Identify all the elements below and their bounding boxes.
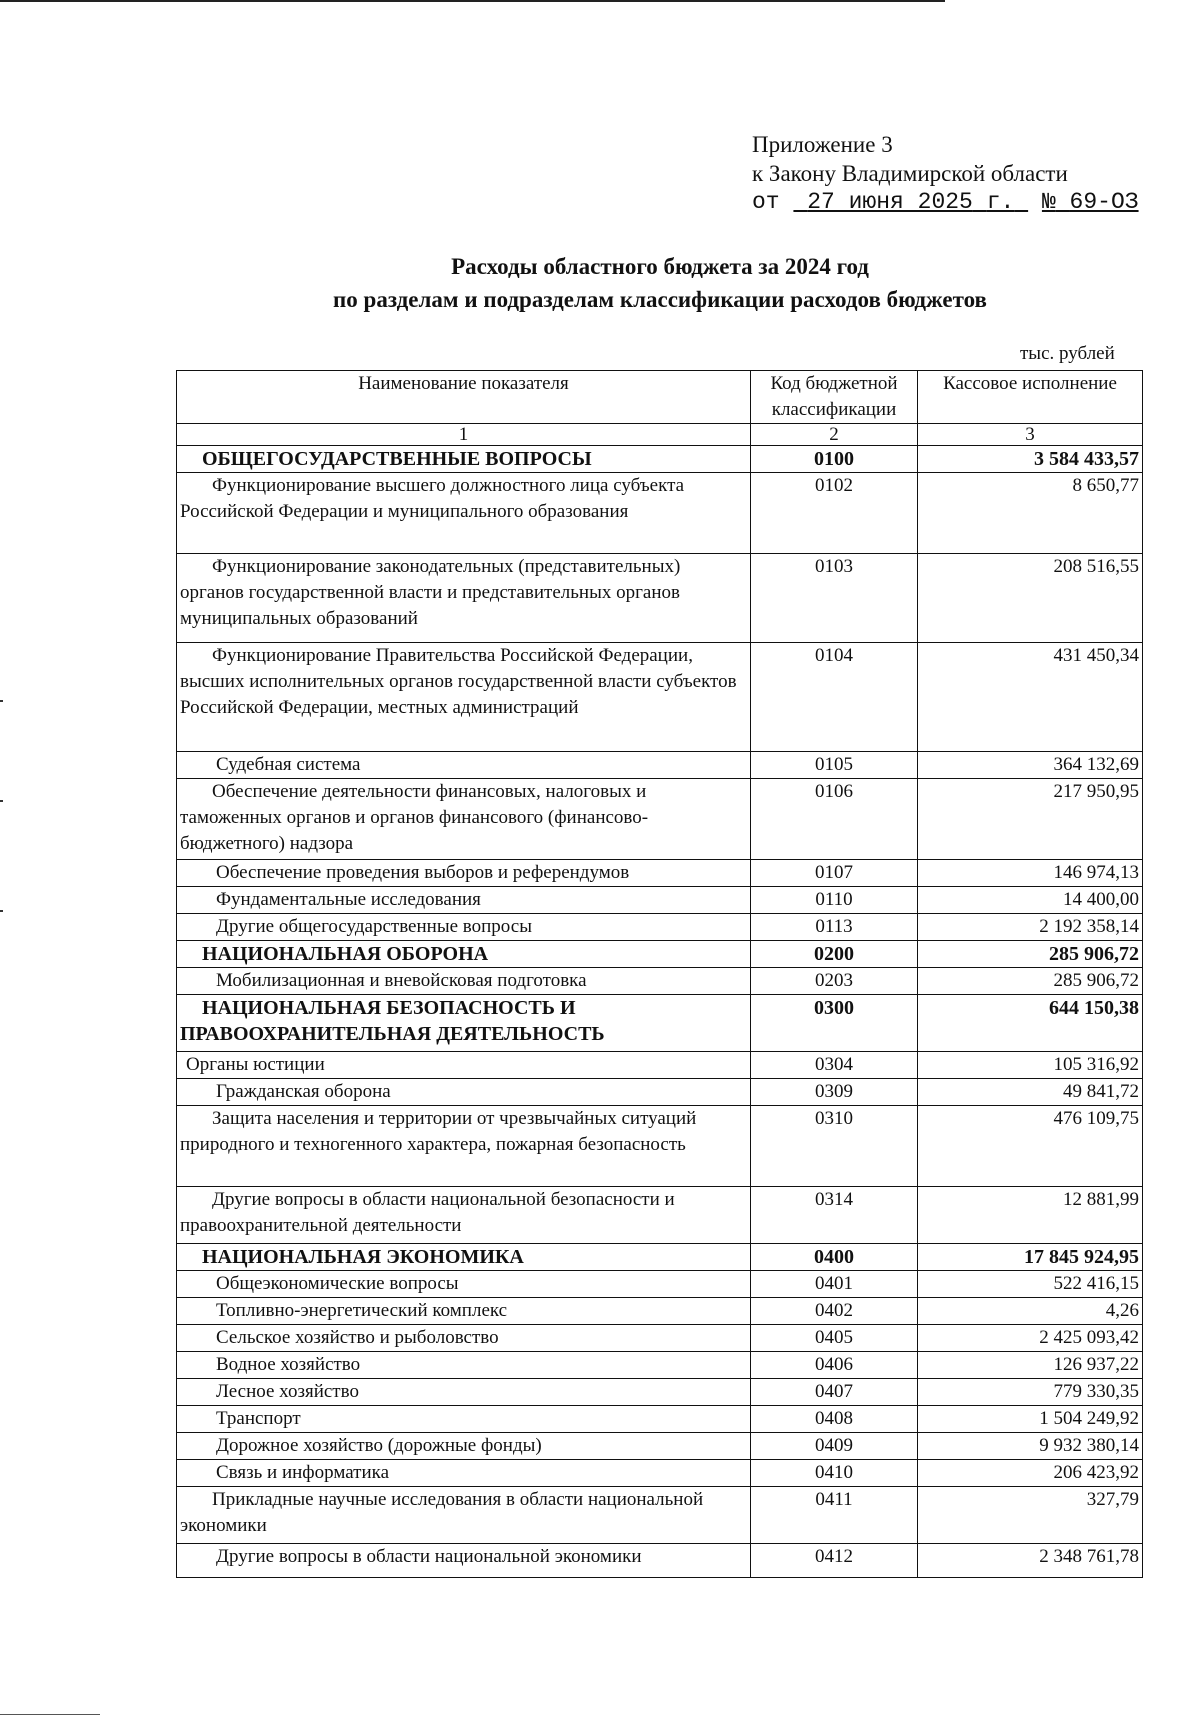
row-name: Обеспечение проведения выборов и референдумов xyxy=(216,862,630,883)
table-row xyxy=(177,643,1143,752)
table-row xyxy=(177,752,1143,779)
row-code: 0105 xyxy=(751,752,918,779)
table-row xyxy=(177,554,1143,643)
row-name: Защита населения и территории от чрезвычайных ситуаций природного и техногенного характера, пожарная безопасность xyxy=(180,1108,697,1155)
row-code: 0104 xyxy=(751,643,918,752)
row-code: 0412 xyxy=(751,1544,918,1578)
row-name: НАЦИОНАЛЬНАЯ БЕЗОПАСНОСТЬ И ПРАВООХРАНИТЕЛЬНАЯ ДЕЯТЕЛЬНОСТЬ xyxy=(180,997,605,1045)
margin-mark xyxy=(0,700,3,702)
table-row xyxy=(177,1052,1143,1079)
row-amount: 644 150,38 xyxy=(918,995,1143,1052)
row-code: 0314 xyxy=(751,1187,918,1244)
row-name: Фундаментальные исследования xyxy=(216,889,481,910)
row-name: Функционирование высшего должностного лица субъекта Российской Федерации и муниципального образования xyxy=(180,475,685,522)
row-code: 0411 xyxy=(751,1487,918,1544)
table-row xyxy=(177,1406,1143,1433)
row-name: ОБЩЕГОСУДАРСТВЕННЫЕ ВОПРОСЫ xyxy=(202,448,592,470)
row-code: 0100 xyxy=(751,446,918,473)
row-name: Прикладные научные исследования в области национальной экономики xyxy=(180,1489,704,1536)
row-name: Мобилизационная и вневойсковая подготовка xyxy=(216,970,587,991)
document-title xyxy=(180,250,1140,316)
section-row xyxy=(177,446,1143,473)
row-amount: 3 584 433,57 xyxy=(918,446,1143,473)
row-code: 0310 xyxy=(751,1106,918,1187)
row-name: Функционирование законодательных (представительных) органов государственной власти и представительных органов муниципальных образований xyxy=(180,556,681,629)
row-name: Обеспечение деятельности финансовых, налоговых и таможенных органов и органов финансового (финансово-бюджетного) надзора xyxy=(180,781,649,854)
table-row xyxy=(177,1544,1143,1578)
section-row xyxy=(177,941,1143,968)
row-code: 0102 xyxy=(751,473,918,554)
law-date: 27 июня 2025 г. xyxy=(807,189,1015,215)
row-name: Водное хозяйство xyxy=(216,1354,361,1375)
law-reference: к Закону Владимирской области xyxy=(752,161,1068,186)
row-amount: 476 109,75 xyxy=(918,1106,1143,1187)
row-code: 0406 xyxy=(751,1352,918,1379)
row-amount: 779 330,35 xyxy=(918,1379,1143,1406)
row-name: Лесное хозяйство xyxy=(216,1381,359,1402)
row-code: 0200 xyxy=(751,941,918,968)
row-code: 0113 xyxy=(751,914,918,941)
column-number: 2 xyxy=(751,424,918,446)
row-amount: 14 400,00 xyxy=(918,887,1143,914)
table-row xyxy=(177,968,1143,995)
section-row xyxy=(177,995,1143,1052)
row-amount: 285 906,72 xyxy=(918,968,1143,995)
row-code: 0304 xyxy=(751,1052,918,1079)
header-row xyxy=(177,371,1143,424)
date-prefix: от xyxy=(752,189,780,215)
row-amount: 364 132,69 xyxy=(918,752,1143,779)
top-scan-rule xyxy=(0,0,945,2)
row-amount: 431 450,34 xyxy=(918,643,1143,752)
column-number-row xyxy=(177,424,1143,446)
table-row xyxy=(177,887,1143,914)
row-code: 0402 xyxy=(751,1298,918,1325)
table-row xyxy=(177,779,1143,860)
row-amount: 217 950,95 xyxy=(918,779,1143,860)
row-name: Судебная система xyxy=(216,754,361,775)
margin-mark xyxy=(0,910,3,912)
row-code: 0407 xyxy=(751,1379,918,1406)
row-name: Другие общегосударственные вопросы xyxy=(216,916,532,937)
row-name: Дорожное хозяйство (дорожные фонды) xyxy=(216,1435,542,1456)
row-amount: 208 516,55 xyxy=(918,554,1143,643)
row-code: 0110 xyxy=(751,887,918,914)
row-code: 0410 xyxy=(751,1460,918,1487)
table-row xyxy=(177,1106,1143,1187)
row-code: 0203 xyxy=(751,968,918,995)
bottom-scan-rule xyxy=(0,1714,100,1715)
row-amount: 2 192 358,14 xyxy=(918,914,1143,941)
title-line-2: по разделам и подразделам классификации расходов бюджетов xyxy=(333,287,987,312)
row-name: Топливно-энергетический комплекс xyxy=(216,1300,508,1321)
row-code: 0107 xyxy=(751,860,918,887)
row-name: Другие вопросы в области национальной экономики xyxy=(216,1546,642,1567)
table-row xyxy=(177,1352,1143,1379)
table-row xyxy=(177,1271,1143,1298)
row-amount: 2 425 093,42 xyxy=(918,1325,1143,1352)
table-row xyxy=(177,1079,1143,1106)
table-row xyxy=(177,1187,1143,1244)
table-row xyxy=(177,473,1143,554)
row-name: Общеэкономические вопросы xyxy=(216,1273,459,1294)
header-amount: Кассовое исполнение xyxy=(918,371,1143,424)
row-name: Органы юстиции xyxy=(186,1054,325,1075)
row-amount: 522 416,15 xyxy=(918,1271,1143,1298)
table-row xyxy=(177,1487,1143,1544)
title-line-1: Расходы областного бюджета за 2024 год xyxy=(451,254,869,279)
law-date-line xyxy=(752,188,1139,217)
row-name: Гражданская оборона xyxy=(216,1081,391,1102)
column-number: 1 xyxy=(177,424,751,446)
row-amount: 206 423,92 xyxy=(918,1460,1143,1487)
row-amount: 2 348 761,78 xyxy=(918,1544,1143,1578)
table-row xyxy=(177,1433,1143,1460)
section-row xyxy=(177,1244,1143,1271)
row-code: 0400 xyxy=(751,1244,918,1271)
table-row xyxy=(177,1298,1143,1325)
column-number: 3 xyxy=(918,424,1143,446)
row-code: 0106 xyxy=(751,779,918,860)
row-amount: 8 650,77 xyxy=(918,473,1143,554)
appendix-title: Приложение 3 xyxy=(752,132,893,157)
row-amount: 17 845 924,95 xyxy=(918,1244,1143,1271)
header-name: Наименование показателя xyxy=(177,371,751,424)
units-label: тыс. рублей xyxy=(1020,343,1115,364)
row-amount: 146 974,13 xyxy=(918,860,1143,887)
row-amount: 126 937,22 xyxy=(918,1352,1143,1379)
row-code: 0409 xyxy=(751,1433,918,1460)
margin-mark xyxy=(0,800,3,802)
row-amount: 327,79 xyxy=(918,1487,1143,1544)
table-row xyxy=(177,1325,1143,1352)
row-name: Сельское хозяйство и рыболовство xyxy=(216,1327,499,1348)
row-amount: 12 881,99 xyxy=(918,1187,1143,1244)
row-name: Функционирование Правительства Российской Федерации, высших исполнительных органов государственной власти субъектов Российской Федерации, местных администраций xyxy=(180,645,737,718)
row-code: 0401 xyxy=(751,1271,918,1298)
law-number: № 69-ОЗ xyxy=(1041,189,1139,215)
budget-table xyxy=(176,370,1143,1578)
table-row xyxy=(177,1460,1143,1487)
row-name: Связь и информатика xyxy=(216,1462,390,1483)
appendix-block xyxy=(752,130,1139,217)
row-code: 0300 xyxy=(751,995,918,1052)
row-amount: 9 932 380,14 xyxy=(918,1433,1143,1460)
row-name: НАЦИОНАЛЬНАЯ ЭКОНОМИКА xyxy=(202,1246,524,1268)
row-code: 0405 xyxy=(751,1325,918,1352)
row-amount: 285 906,72 xyxy=(918,941,1143,968)
table-row xyxy=(177,1379,1143,1406)
row-code: 0103 xyxy=(751,554,918,643)
row-amount: 105 316,92 xyxy=(918,1052,1143,1079)
row-name: Другие вопросы в области национальной безопасности и правоохранительной деятельности xyxy=(180,1189,675,1236)
header-code: Код бюджетной классификации xyxy=(751,371,918,424)
row-name: Транспорт xyxy=(216,1408,301,1429)
row-amount: 4,26 xyxy=(918,1298,1143,1325)
table-row xyxy=(177,914,1143,941)
row-name: НАЦИОНАЛЬНАЯ ОБОРОНА xyxy=(202,943,489,965)
row-amount: 49 841,72 xyxy=(918,1079,1143,1106)
row-code: 0408 xyxy=(751,1406,918,1433)
row-amount: 1 504 249,92 xyxy=(918,1406,1143,1433)
row-code: 0309 xyxy=(751,1079,918,1106)
table-row xyxy=(177,860,1143,887)
